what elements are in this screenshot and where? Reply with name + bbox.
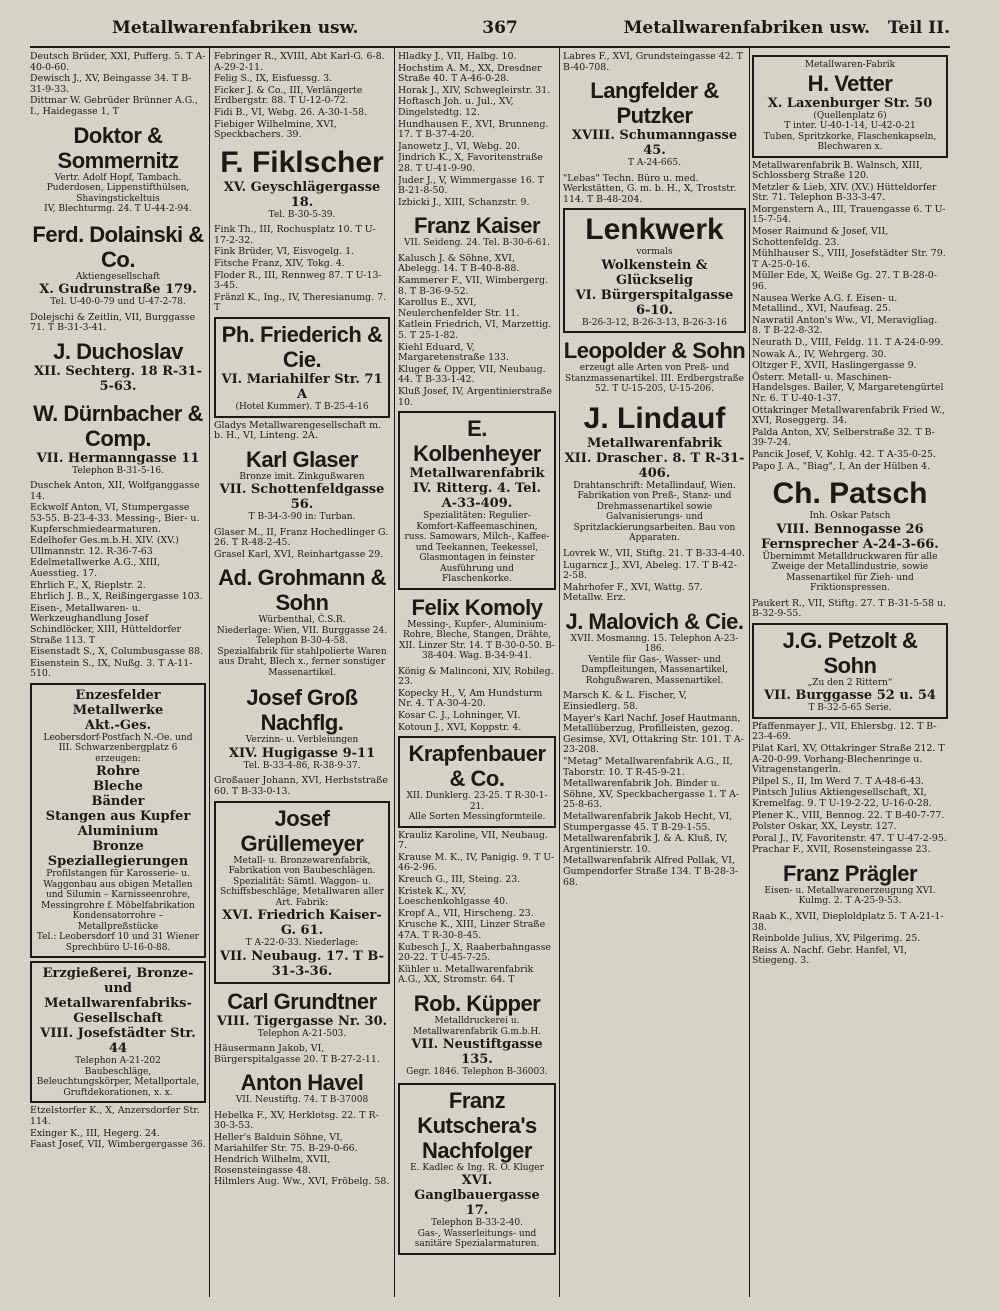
directory-entry: Fiebiger Wilhelmine, XVI, Speckbachers. 39. bbox=[214, 118, 337, 141]
directory-entry: Neurath D., VIII, Feldg. 11. T A-24-0-99. bbox=[752, 337, 944, 348]
advertisement bbox=[752, 55, 948, 158]
directory-entry: Müller Ede, X, Weiße Gg. 27. T B-28-0-96. bbox=[752, 270, 937, 293]
ad-line: Josef Grüllemeyer bbox=[240, 805, 364, 856]
directory-entry: Horak J., XIV, Schwegleirstr. 31. bbox=[398, 84, 551, 96]
advertisement bbox=[752, 475, 948, 596]
directory-entry: Grasel Karl, XVI, Reinhartgasse 29. bbox=[214, 548, 384, 560]
ad-line: Gas-, Wasserleitungs- und sanitäre Spezialarmaturen. bbox=[414, 1228, 540, 1249]
ad-line: IV. Ritterg. 4. Tel. A-33-409. bbox=[413, 481, 541, 512]
directory-entry: Kühler u. Metallwarenfabrik A.G., XX, Stromstr. 64. T bbox=[398, 963, 534, 986]
ad-line: Messing-, Kupfer-, Aluminium-Rohre, Bleche, Stangen, Drähte, XII. Linzer Str. 14. T B-30-0-50. B-38-404. Wag. B-34-9-41. bbox=[398, 619, 556, 662]
directory-entry: Metzler & Lieb, XIV. (XV.) Hütteldorfer Str. 71. Telephon B-33-3-47. bbox=[752, 181, 937, 204]
advertisement bbox=[30, 399, 206, 479]
directory-entry: Fidi B., VI, Webg. 26. A-30-1-58. bbox=[214, 106, 368, 118]
directory-entry: Metallwarenfabrik J. & A. Kluß, IV, Argentinierstr. 10. bbox=[563, 833, 728, 855]
directory-entry: Papo J. A., "Biag", I, An der Hülben 4. bbox=[752, 460, 931, 472]
ad-line: Alle Sorten Messingformteile. bbox=[408, 812, 546, 823]
directory-entry: Pilpel S., II, Im Werd 7. T A-48-6-43. bbox=[752, 775, 924, 787]
ad-line: Tel. B-33-4-86, R-38-9-37. bbox=[243, 760, 361, 771]
advertisement bbox=[30, 121, 206, 217]
ad-line: Aktiengesellschaft bbox=[75, 271, 161, 282]
advertisement bbox=[398, 593, 556, 664]
ad-line: Telephon B-33-2-40. bbox=[431, 1218, 523, 1228]
ad-line: (Quellenplatz 6) bbox=[813, 110, 887, 121]
column-2 bbox=[214, 52, 390, 1297]
ad-line: VIII. Josefstädter Str. 44 bbox=[40, 1026, 196, 1057]
advertisement bbox=[398, 1083, 556, 1255]
directory-entry: Lovrek W., VII, Stiftg. 21. T B-33-4-40. bbox=[563, 547, 745, 559]
ad-line: VII. Burggasse 52 u. 54 bbox=[764, 688, 936, 704]
directory-entry: Karollus E., XVI, Neulerchenfelder Str. 11. bbox=[398, 297, 520, 319]
ad-line: XVIII. Schumanngasse 45. bbox=[571, 128, 738, 159]
ad-line: F. Fiklscher bbox=[220, 145, 384, 179]
ad-line: Leobersdorf-Postfach N.-Oe. und III. Schwarzenbergplatz 6 bbox=[43, 732, 193, 754]
directory-entry: Ottakringer Metallwarenfabrik Fried W., XVI, Roseggerg. 34. bbox=[752, 404, 945, 427]
ad-line: J.G. Petzolt & Sohn bbox=[782, 627, 918, 678]
ad-line: Erzgießerei, Bronze- und Metallwarenfabriks-Gesellschaft bbox=[42, 966, 194, 1027]
ad-line: VII. Hermanngasse 11 bbox=[36, 450, 200, 466]
ad-line: Bänder bbox=[91, 794, 145, 810]
advertisement bbox=[30, 683, 206, 959]
directory-entry: Krause M. K., IV, Panigig. 9. T U-46-2-96. bbox=[398, 851, 555, 874]
advertisement bbox=[563, 400, 746, 546]
directory-entry: Nawratil Anton's Ww., VI, Meravigliag. 8. T B-22-8-32. bbox=[752, 314, 938, 337]
advertisement bbox=[30, 961, 206, 1103]
ad-line: Carl Grundtner bbox=[227, 988, 377, 1014]
directory-entry: Dittmar W. Gebrüder Brünner A.G., I., Haidegasse 1, T bbox=[30, 95, 198, 117]
ad-line: T inter. U-40-1-14, U-42-0-21 bbox=[784, 121, 916, 131]
directory-entry: Raab K., XVII, Dieploldplatz 5. T A-21-1-38. bbox=[752, 910, 944, 933]
advertisement bbox=[214, 144, 390, 223]
advertisement bbox=[214, 445, 390, 525]
directory-entry: Krauliz Karoline, VII, Neubaug. 7. bbox=[398, 829, 548, 852]
column-rule bbox=[749, 48, 750, 1297]
header-right: Metallwarenfabriken usw. Teil II. bbox=[623, 18, 950, 38]
directory-entry: Febringer R., XVIII, Abt Karl-G. 6-8. A-29-2-11. bbox=[214, 52, 385, 73]
header-left: Metallwarenfabriken usw. bbox=[112, 18, 359, 38]
directory-entry: Kristek K., XV, Loeschenkohlgasse 40. bbox=[398, 885, 509, 908]
directory-entry: Eisen-, Metallwaren- u. Werkzeughandlung Josef Schindlöcker, XIII, Hütteldorfer Straße 113. T bbox=[30, 602, 181, 646]
directory-entry: Hochstim A. M., XX, Dresdner Straße 40. T A-46-0-28. bbox=[398, 62, 542, 85]
directory-entry: Pancik Josef, V, Kohlg. 42. T A-35-0-25. bbox=[752, 448, 936, 460]
directory-entry: Fränzl K., Ing., IV, Theresianumg. 7. T bbox=[214, 291, 387, 314]
ad-line: Telephon A-21-202 bbox=[75, 1056, 161, 1067]
column-3 bbox=[398, 52, 556, 1297]
directory-entry: Etzelstorfer K., X, Anzersdorfer Str. 114. bbox=[30, 1105, 200, 1128]
ad-line: Bronze bbox=[92, 839, 144, 855]
ad-line: Ph. Friederich & Cie. bbox=[221, 322, 383, 372]
ad-line: VII. Neustiftgasse 135. bbox=[411, 1037, 543, 1067]
directory-entry: Nowak A., IV, Wehrgerg. 30. bbox=[752, 348, 887, 360]
ad-line: X. Laxenburger Str. 50 bbox=[767, 95, 933, 111]
directory-entry: Kluß Josef, IV, Argentinierstraße 10. bbox=[398, 385, 553, 408]
directory-entry: Großauer Johann, XVI, Herbststraße 60. T B-33-0-13. bbox=[214, 775, 388, 798]
directory-entry: Pilat Karl, XV, Ottakringer Straße 212. T A-20-0-99. Vorhang-Blechenringe u. Vitragenstangerln. bbox=[752, 743, 945, 776]
directory-entry: Mahrhofer F., XVI, Wattg. 57. Metallw. Erz. bbox=[563, 581, 703, 604]
ad-line: Lenkwerk bbox=[585, 213, 724, 247]
directory-entry: Kubesch J., X, Raaberbahngasse 20-22. T U-45-7-25. bbox=[398, 941, 551, 964]
ad-line: T A-24-665. bbox=[628, 158, 681, 169]
directory-entry: Ehrlich J. B., X, Reißingergasse 103. bbox=[30, 591, 203, 603]
ad-line: Speziallegierungen bbox=[47, 854, 189, 870]
directory-entry: Hladky J., VII, Halbg. 10. bbox=[398, 52, 517, 62]
directory-entry: Lugarncz J., XVI, Abeleg. 17. T B-42-2-58. bbox=[563, 559, 737, 582]
ad-line: VI. Mariahilfer Str. 71 A bbox=[221, 372, 383, 402]
directory-entry: "Metag" Metallwarenfabrik A.G., II, Taborstr. 10. T R-45-9-21. bbox=[563, 756, 733, 778]
ad-line: Enzesfelder Metallwerke bbox=[72, 687, 164, 718]
ad-line: Ch. Patsch bbox=[772, 477, 928, 511]
directory-entry: Kiehl Eduard, V, Margaretenstraße 133. bbox=[398, 341, 509, 364]
ad-line: VII. Schottenfeldgasse 56. bbox=[219, 482, 385, 513]
ad-line: Stangen aus Kupfer bbox=[45, 809, 191, 825]
directory-entry: Janowetz J., VI, Webg. 20. bbox=[398, 140, 520, 152]
advertisement bbox=[214, 317, 390, 418]
ad-line: Würbenthal, Č.S.R. bbox=[258, 615, 346, 626]
ad-line: Metall- u. Bronzewarenfabrik, Fabrikation von Baubeschlägen. Spezialität: Sämtl. Waggon- u. Schiffsbeschläge, Metallwaren aller Art. Fabrik: bbox=[220, 855, 384, 908]
ad-line: Wolkenstein & Glückselig bbox=[601, 257, 708, 288]
ad-line: T A-22-0-33. Niederlage: bbox=[245, 938, 359, 949]
page-number: 367 bbox=[482, 18, 518, 38]
ad-line: T B-32-5-65 Serie. bbox=[808, 703, 892, 714]
directory-entry: Eisenstadt S., X, Columbusgasse 88. bbox=[30, 646, 204, 658]
advertisement bbox=[563, 208, 746, 333]
ad-line: IV, Blechturmg. 24. T U-44-2-94. bbox=[44, 204, 192, 215]
advertisement bbox=[752, 859, 948, 909]
ad-line: XIV. Hugigasse 9-11 bbox=[228, 745, 376, 761]
directory-entry: Oltzger F., XVII, Haslingergasse 9. bbox=[752, 360, 917, 372]
advertisement bbox=[30, 220, 206, 310]
ad-line: Akt.-Ges. bbox=[84, 717, 152, 733]
column-1 bbox=[30, 52, 206, 1297]
advertisement bbox=[214, 563, 390, 680]
ad-line: Drahtanschrift: Metallindauf, Wien. bbox=[573, 480, 736, 491]
advertisement bbox=[398, 989, 556, 1080]
ad-line: Fernsprecher A-24-3-66. bbox=[761, 536, 939, 552]
column-4 bbox=[563, 52, 746, 1297]
directory-entry: Kopecky H., V, Am Hundsturm Nr. 4. T A-30-4-20. bbox=[398, 687, 543, 710]
directory-entry: Hoftasch Joh. u. Jul., XV, Dingelstedtg. 12. bbox=[398, 96, 514, 118]
column-rule bbox=[559, 48, 560, 1297]
ad-line: Doktor & Sommernitz bbox=[57, 122, 179, 173]
ad-line: T B-34-3-90 in: Turban. bbox=[248, 512, 356, 523]
ad-line: Profilstangen für Karosserie- u. Waggonbau aus obigen Metallen und Silumin – Karnisseenrohre, Messingrohre f. Möbelfabrikation Kondensatorrohre – Metallpreßstücke bbox=[41, 869, 195, 932]
ad-line: Ad. Grohmann & Sohn bbox=[218, 565, 386, 616]
directory-entry: Ehrlich F., X, Rieplstr. 2. bbox=[30, 579, 146, 591]
ad-line: Bronze imit. Zinkgußwaren bbox=[239, 471, 365, 482]
ad-line: XII. Draschег. 8. T R-31-406. bbox=[564, 450, 745, 481]
directory-entry: Hendrich Wilhelm, XVII, Rosensteingasse 48. bbox=[214, 1154, 331, 1176]
directory-entry: Jindrich K., X, Favoritenstraße 28. T U-41-9-90. bbox=[398, 152, 543, 174]
ad-line: Telephon B-31-5-16. bbox=[72, 465, 164, 476]
directory-entry: Juder J., V, Wimmergasse 16. T B-21-8-50. bbox=[398, 174, 545, 197]
directory-entry: Kalusch J. & Söhne, XVI, Abelegg. 14. T B-40-8-88. bbox=[398, 252, 520, 275]
directory-entry: Hundhausen F., XVI, Brunneng. 17. T B-37-4-20. bbox=[398, 118, 549, 141]
ad-line: Fabrikation von Preß-, Stanz- und Drehmassenartikel sowie Galvanisierungs- und Spritzlackierungsarbeiten. Bau von Apparaten. bbox=[573, 491, 736, 544]
directory-entry: Metallwarenfabrik B. Walnsch, XIII, Schlossberg Straße 120. bbox=[752, 159, 923, 182]
directory-entry: Katlein Friedrich, VI, Marzettig. 5. T 25-1-82. bbox=[398, 319, 552, 341]
advertisement bbox=[214, 1068, 390, 1108]
ad-line: Rohre bbox=[95, 764, 141, 780]
ad-line: E. Kolbenheyer bbox=[413, 416, 541, 467]
ad-line: XV. Geyschlägergasse 18. bbox=[223, 179, 381, 210]
directory-entry: Izbicki J., XIII, Schanzstr. 9. bbox=[398, 196, 530, 208]
ad-line: Bleche bbox=[93, 779, 143, 795]
directory-entry: Duschek Anton, XII, Wolfganggasse 14. bbox=[30, 480, 200, 502]
directory-entry: Krusche K., XIII, Linzer Straße 47A. T R-30-8-45. bbox=[398, 919, 546, 942]
ad-line: Telephon A-21-503. bbox=[257, 1028, 347, 1039]
ad-line: Tuben, Spritzkorke, Flaschenkapseln, Blechwaren x. bbox=[763, 131, 937, 152]
directory-entry: Metallwarenfabrik Alfred Pollak, VI, Gumpendorfer Straße 134. T B-28-3-68. bbox=[563, 855, 739, 888]
advertisement bbox=[563, 607, 746, 689]
directory-entry: Nausea Werke A.G. f. Eisen- u. Metallind., XVI, Naufeag. 25. bbox=[752, 292, 898, 315]
part-label: Teil II. bbox=[887, 18, 950, 38]
ad-line: Leopolder & Sohn bbox=[563, 338, 746, 364]
column-5 bbox=[752, 52, 948, 1297]
directory-entry: Palda Anton, XV, Selberstraße 32. T B-39-7-24. bbox=[752, 426, 935, 449]
ad-line: VIII. Bennogasse 26 bbox=[776, 521, 924, 537]
ad-line: VII. Seideng. 24. Tel. B-30-6-61. bbox=[404, 238, 550, 249]
advertisement bbox=[214, 987, 390, 1042]
ad-line: XVI. Ganglbauergasse 17. bbox=[414, 1173, 540, 1218]
ad-line: Metallwaren-Fabrik bbox=[804, 60, 896, 70]
ad-line: Niederlage: Wien, VII. Burggasse 24. Telephon B-30-4-58. bbox=[216, 625, 388, 647]
directory-entry: Kropf A., VII, Hirscheng. 23. bbox=[398, 907, 534, 919]
advertisement bbox=[30, 337, 206, 396]
ad-line: Karl Glaser bbox=[246, 446, 358, 472]
ad-line: erzeugen: bbox=[95, 753, 141, 764]
ad-line: vormals bbox=[636, 247, 673, 258]
advertisement bbox=[214, 801, 390, 984]
directory-entry: Hilmlers Aug. Ww., XVI, Fröbelg. 58. bbox=[214, 1176, 390, 1188]
directory-entry: Kotoun J., XVI, Koppstr. 4. bbox=[398, 721, 522, 733]
directory-entry: Metallwarenfabrik Joh. Binder u. Söhne, XV, Speckbachergasse 1. T A-25-8-63. bbox=[563, 778, 740, 811]
directory-entry: Gladys Metallwarengesellschaft m. b. H., VI, Linteng. 2A. bbox=[214, 419, 382, 442]
directory-entry: Ficker J. & Co., III, Verlängerte Erdbergstr. 88. T U-12-0-72. bbox=[214, 84, 363, 107]
ad-line: Tel. U-40-0-79 und U-47-2-78. bbox=[50, 297, 186, 308]
ad-line: Inh. Oskar Patsch bbox=[809, 511, 891, 522]
directory-entry: Fitsche Franz, XIV, Tokg. 4. bbox=[214, 258, 345, 270]
ad-line: Ferd. Dolainski & Co. bbox=[32, 221, 204, 272]
directory-entry: Pfaffenmayer J., VII, Ehlersbg. 12. T B-23-4-69. bbox=[752, 720, 937, 743]
ad-line: XVII. Mosmanng. 15. Telephon A-23-186. bbox=[570, 633, 739, 655]
ad-line: Josef Groß Nachflg. bbox=[246, 685, 358, 736]
ad-line: „Zu den 2 Rittern“ bbox=[807, 677, 893, 688]
ad-line: Krapfenbauer & Co. bbox=[408, 741, 546, 792]
ad-line: VII. Neubaug. 17. T B-31-3-36. bbox=[220, 948, 384, 979]
directory-entry: Marsch K. & L. Fischer, V, Einsiedlerg. 58. bbox=[563, 690, 687, 713]
directory-entry: Dolejschi & Zeitlin, VII, Burggasse 71. T B-31-3-41. bbox=[30, 311, 196, 334]
directory-entry: König & Malinconi, XIV, Robileg. 23. bbox=[398, 665, 554, 688]
directory-entry: Polster Oskar, XX, Leystr. 127. bbox=[752, 821, 897, 833]
column-rule bbox=[209, 48, 210, 1297]
ad-line: J. Duchoslav bbox=[53, 338, 183, 364]
directory-entry: Eckwolf Anton, VI, Stumpergasse 53-55. B-23-4-33. Messing-, Bier- u. Kupferschmiedearmaturen. bbox=[30, 502, 200, 535]
directory-entry: Fink Th., III, Rochusplatz 10. T U-17-2-32. bbox=[214, 224, 376, 246]
directory-entry: Felig S., IX, Eisfuessg. 3. bbox=[214, 73, 333, 85]
directory-entry: Fink Brüder, VI, Eisvogelg. 1. bbox=[214, 246, 355, 258]
ad-line: Aluminium bbox=[77, 824, 159, 840]
ad-line: Tel. B-30-5-39. bbox=[268, 209, 336, 220]
directory-entry: Faast Josef, VII, Wimbergergasse 36. bbox=[30, 1139, 206, 1151]
ad-line: XVI. Friedrich Kaiser-G. 61. bbox=[222, 908, 382, 939]
ad-line: Anton Havel bbox=[240, 1070, 364, 1096]
ad-line: XII. Dunklerg. 23-25. T R-30-1-21. bbox=[406, 791, 548, 812]
ad-line: E. Kadlec & Ing. R. O. Kluger bbox=[410, 1162, 544, 1173]
directory-entry: Exinger K., III, Hegerg. 24. bbox=[30, 1127, 160, 1139]
directory-entry: Kreuch G., III, Steing. 23. bbox=[398, 874, 521, 886]
ad-line: Gegr. 1846. Telephon B-36003. bbox=[406, 1067, 548, 1077]
ad-line: Spezialitäten: Regulier-Komfort-Kaffeemaschinen, russ. Samowars, Milch-, Kaffee- und Teekannen, Teekessel, Glasmontagen in feinster Ausführung und Flaschenkorke. bbox=[404, 511, 550, 585]
directory-entry: Glaser M., II, Franz Hochedlinger G. 26. T R-48-2-45. bbox=[214, 526, 389, 549]
directory-entry: Kluger & Opper, VII, Neubaug. 44. T B-33-1-42. bbox=[398, 363, 546, 386]
advertisement bbox=[214, 683, 390, 773]
directory-entry: Pintsch Julius Aktiengesellschaft, XI, Kremelfag. 9. T U-19-2-22, U-16-0-28. bbox=[752, 787, 932, 809]
directory-entry: Heller's Balduin Söhne, VI, Mariahilfer Str. 75. B-29-0-66. bbox=[214, 1132, 358, 1154]
ad-line: Tel.: Leobersdorf 10 und 31 Wiener Sprechbüro U-16-0-88. bbox=[36, 932, 200, 953]
ad-line: J. Lindauf bbox=[583, 401, 726, 435]
ad-line: VII. Neustiftg. 74. T B-37008 bbox=[235, 1095, 369, 1106]
ad-line: Baubeschläge, Beleuchtungskörper, Metallportale, Gruftdekorationen, x. x. bbox=[36, 1066, 200, 1098]
directory-entry: Morgenstern A., III, Trauengasse 6. T U-15-7-54. bbox=[752, 203, 946, 226]
ad-line: Langfelder & Putzker bbox=[590, 78, 719, 129]
directory-entry: Plener K., VIII, Bennog. 22. T B-40-7-77. bbox=[752, 809, 945, 821]
directory-entry: Moser Raimund & Josef, VII, Schottenfeldg. 23. bbox=[752, 226, 889, 248]
ad-line: erzeugt alle Arten von Preß- und Stanzmassenartikel. III. Erdbergstraße 52. T U-15-205, U-15-206. bbox=[565, 363, 744, 395]
ad-line: Rob. Küpper bbox=[413, 991, 541, 1016]
ad-line: Spezialfabrik für stahlpolierte Waren aus Draht, Blech x., ferner sonstiger Massenartikel. bbox=[217, 646, 387, 678]
ad-line: Franz Prägler bbox=[782, 860, 918, 886]
ad-line: Metallwarenfabrik bbox=[409, 466, 545, 482]
ad-line: Franz Kutschera's Nachfolger bbox=[417, 1087, 537, 1163]
directory-entry: Kosar C. J., Lohninger, VI. bbox=[398, 710, 521, 721]
directory-entry: Paukert R., VII, Stiftg. 27. T B-31-5-58 u. B-32-9-55. bbox=[752, 597, 947, 620]
directory-entry: Prachar F., XVII, Rosensteingasse 23. bbox=[752, 844, 931, 856]
directory-entry: Eisenstein S., IX, Nußg. 3. T A-11-510. bbox=[30, 657, 193, 680]
ad-line: XII. Sechterg. 18 R-31-5-63. bbox=[34, 363, 202, 394]
ad-line: Franz Kaiser bbox=[413, 213, 541, 239]
directory-entry: Metallwarenfabrik Jakob Hecht, VI, Stumpergasse 45. T B-29-1-55. bbox=[563, 810, 733, 833]
directory-entry: Poral J., IV, Favoritenstr. 47. T U-47-2-95. bbox=[752, 832, 947, 844]
advertisement bbox=[398, 736, 556, 828]
directory-entry: Kammerer F., VII, Wimbergerg. 8. T B-36-9-52. bbox=[398, 275, 548, 297]
directory-entry: Reiss A. Nachf. Gebr. Hanfel, VI, Stiegeng. 3. bbox=[752, 944, 907, 967]
column-rule bbox=[394, 48, 395, 1297]
advertisement bbox=[398, 211, 556, 251]
directory-entry: Mühlhauser S., VIII, Josefstädter Str. 79. T A-25-0-16. bbox=[752, 248, 946, 270]
directory-entry: Häusermann Jakob, VI, Bürgerspitalgasse 20. T B-27-2-11. bbox=[214, 1043, 380, 1065]
directory-entry: Edelmetallwerke A.G., XIII, Auesstieg. 17. bbox=[30, 557, 161, 579]
directory-entry: Österr. Metall- u. Maschinen-Handelsges. Bailer, V, Margaretengürtel Nr. 6. T U-40-1-37. bbox=[752, 371, 944, 404]
advertisement bbox=[563, 76, 746, 171]
ad-line: Übernimmt Metalldruckwaren für alle Zweige der Metallindustrie, sowie Massenartikel für Zieh- und Friktionspressen. bbox=[762, 551, 938, 594]
ad-line: VI. Bürgerspitalgasse 6-10. bbox=[575, 287, 734, 318]
directory-entry: Reinbolde Julius, XV, Pilgerimg. 25. bbox=[752, 933, 921, 945]
ad-line: W. Dürnbacher & Comp. bbox=[33, 400, 203, 451]
ad-line: (Hotel Kummer). T B-25-4-16 bbox=[235, 402, 369, 412]
ad-line: X. Gudrunstraße 179. bbox=[39, 282, 197, 298]
ad-line: B-26-3-12, B-26-3-13, B-26-3-16 bbox=[581, 317, 728, 328]
ad-line: Verzinn- u. Verbleiungen bbox=[245, 735, 359, 746]
directory-entry: Edelhofer Ges.m.b.H. XIV. (XV.) Ullmannstr. 12. R-36-7-63 bbox=[30, 535, 179, 557]
advertisement bbox=[563, 336, 746, 397]
header-rule bbox=[30, 46, 950, 48]
ad-line: Vertr. Adolf Hopf, Tambach. Puderdosen, Lippenstifthülsen, Shavingstickeltuis bbox=[46, 172, 190, 204]
ad-line: Felix Komoly bbox=[411, 594, 543, 620]
ad-line: Metalldruckerei u. Metallwarenfabrik G.m.b.H. bbox=[412, 1016, 542, 1037]
directory-entry: Floder R., III, Rennweg 87. T U-13-3-45. bbox=[214, 269, 382, 292]
directory-entry: Dewisch J., XV, Beingasse 34. T B-31-9-33. bbox=[30, 73, 192, 95]
ad-line: J. Malovich & Cie. bbox=[565, 608, 744, 634]
advertisement bbox=[752, 623, 948, 719]
advertisement bbox=[398, 411, 556, 590]
directory-entry: Deutsch Brüder, XXI, Pufferg. 5. T A-40-0-60. bbox=[30, 52, 206, 73]
ad-line: Eisen- u. Metallwarenerzeugung XVI. Kulmg. 2. T A-25-9-53. bbox=[764, 885, 936, 907]
ad-line: Metallwarenfabrik bbox=[586, 435, 723, 451]
directory-entry: Labres F., XVI, Grundsteingasse 42. T B-40-708. bbox=[563, 52, 743, 73]
page-header bbox=[30, 18, 970, 44]
directory-entry: "Lebas" Techn. Büro u. med. Werkstätten, G. m. b. H., X, Troststr. 114. T B-48-204. bbox=[563, 172, 737, 205]
ad-line: VIII. Tigergasse Nr. 30. bbox=[216, 1013, 388, 1029]
ad-line: Ventile für Gas-, Wasser- und Dampfleitungen, Massenartikel, Rohgußwaren, Massenartikel. bbox=[581, 654, 728, 686]
ad-line: H. Vetter bbox=[807, 70, 893, 96]
directory-entry: Hebelka F., XV, Herklotsg. 22. T R-30-3-53. bbox=[214, 1109, 379, 1132]
directory-entry: Mayer's Karl Nachf. Josef Hautmann, Metallüberzug, Profilleisten, gezog. Gesimse, XVI, Ottakring Str. 101. T A-23-208. bbox=[563, 712, 744, 756]
